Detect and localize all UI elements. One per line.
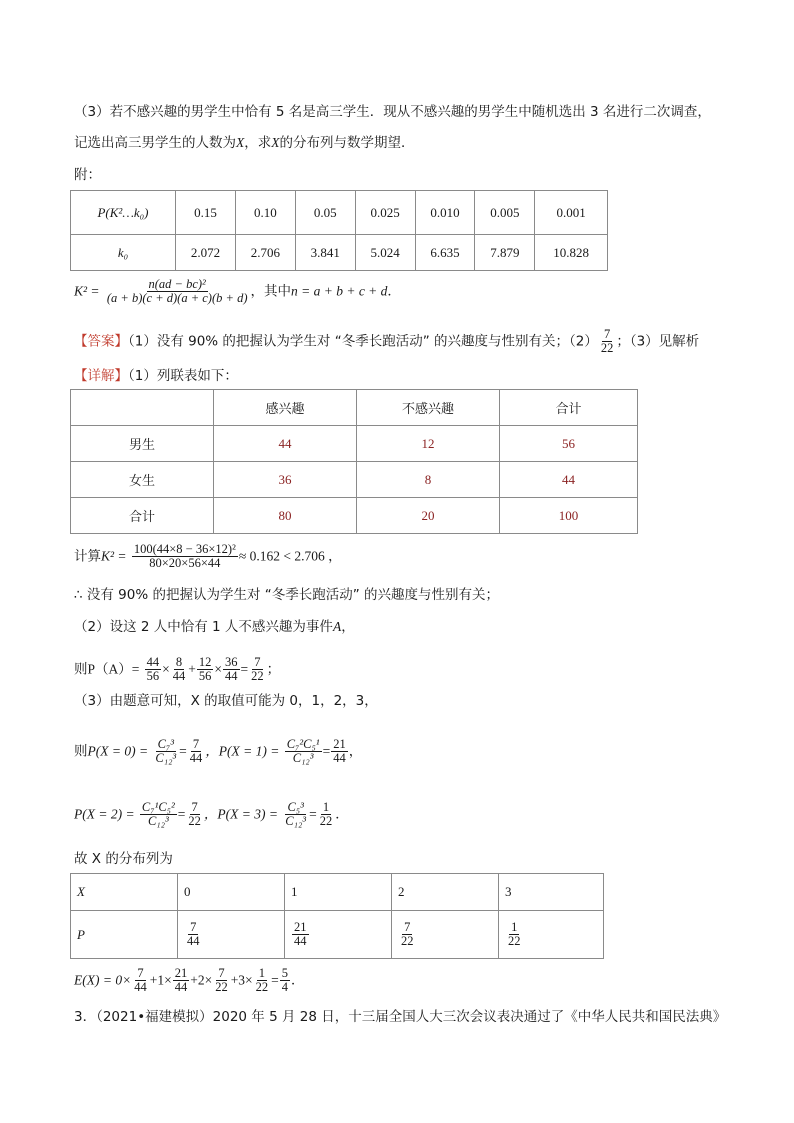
denominator: 22: [188, 814, 201, 828]
var-x: X: [236, 135, 245, 150]
fraction: [249, 656, 266, 683]
x-value: 0: [178, 874, 285, 911]
text: 的分布列与数学期望．: [279, 135, 415, 151]
critical-value-table: [70, 190, 608, 271]
contingency-table: [70, 389, 638, 534]
fraction: [145, 656, 162, 683]
conclusion-line: ∴ 没有 90% 的把握认为学生对 “冬季长跑活动” 的兴趣度与性别有关；: [74, 587, 500, 603]
numerator: C₇¹C₅²: [141, 800, 175, 814]
numerator: 12: [198, 655, 212, 669]
numerator: 7: [603, 327, 611, 341]
p-cell: 0.15: [176, 191, 236, 235]
fraction: [283, 801, 308, 828]
p-value: [178, 911, 285, 959]
p-cell: 0.05: [295, 191, 355, 235]
denominator: 22: [508, 934, 521, 948]
p-header: P(K²…k₀): [71, 191, 176, 235]
row-label: 女生: [71, 462, 214, 498]
k-lhs: K² =: [74, 283, 100, 299]
row-label: 合计: [71, 498, 214, 534]
data-cell: 12: [357, 426, 500, 462]
x-value: 2: [392, 874, 499, 911]
numerator: 7: [192, 737, 200, 751]
p-header: P: [71, 911, 178, 959]
p-cell: 0.001: [535, 191, 608, 235]
fraction: [285, 738, 322, 765]
text: ，: [348, 743, 363, 760]
numerator: 100(44×8 − 36×12)²: [133, 542, 236, 556]
distribution-table: [70, 873, 604, 959]
denominator: 4: [281, 980, 289, 994]
text: ，求: [244, 135, 272, 151]
text: ，: [341, 619, 355, 635]
corner-cell: [71, 390, 214, 426]
answer-fraction: [599, 328, 616, 355]
part-2-line: [74, 618, 355, 636]
times: ×: [214, 661, 223, 677]
fraction: [188, 738, 205, 765]
question-3-line-1: （3）若不感兴趣的男学生中恰有 5 名是高三学生．现从不感兴趣的男学生中随机选出 3 名进行二次调查，: [74, 104, 711, 120]
denominator: 44: [187, 934, 200, 948]
data-cell: 100: [500, 498, 638, 534]
fraction: [197, 656, 214, 683]
detail-tag: 【详解】: [74, 368, 128, 384]
k-cell: 6.635: [415, 235, 475, 271]
var-x: X: [271, 135, 280, 150]
calc-fraction: [132, 543, 238, 570]
p-cell: 0.10: [235, 191, 295, 235]
data-cell: 36: [214, 462, 357, 498]
denominator: 44: [172, 669, 186, 683]
text: 则: [74, 743, 88, 760]
fraction: [280, 967, 290, 994]
denominator: 22: [251, 669, 264, 683]
fraction: [173, 967, 190, 994]
text: ．: [291, 972, 305, 989]
data-cell: 56: [500, 426, 638, 462]
appendix-label: 附：: [74, 167, 101, 183]
detail-line: [74, 367, 238, 385]
text: 则: [74, 661, 88, 678]
k-lhs: K² =: [101, 548, 127, 564]
answer-tag: 【答案】: [74, 333, 128, 350]
denominator: C₁₂³: [147, 814, 169, 828]
text: ≈ 0.162 < 2.706 ，: [238, 548, 342, 564]
equals: =: [309, 806, 317, 822]
p-value: [499, 911, 604, 959]
op: +3×: [230, 972, 253, 988]
numerator: 7: [191, 800, 198, 814]
denominator: 80×20×56×44: [149, 556, 221, 570]
numerator: C₅³: [287, 800, 304, 814]
plus: +: [188, 661, 196, 677]
ex-lhs: E(X) = 0×: [74, 972, 132, 988]
next-question: 3．（2021•福建模拟）2020 年 5 月 28 日，十三届全国人大三次会议表决通过了《中华人民共和国民法典》: [74, 1009, 727, 1025]
n-def: n = a + b + c + d: [290, 283, 388, 299]
p-value: [392, 911, 499, 959]
numerator: C₇²C₅¹: [286, 737, 320, 751]
p-cell: 0.005: [475, 191, 535, 235]
numerator: n(ad − bc)²: [148, 277, 206, 291]
denominator: 44: [189, 751, 203, 765]
k-cell: 10.828: [535, 235, 608, 271]
px-line-2: [74, 801, 349, 828]
equals: =: [322, 743, 331, 759]
fraction: [171, 656, 188, 683]
op: +1×: [149, 972, 172, 988]
data-cell: 20: [357, 498, 500, 534]
denominator: C₁₂³: [285, 814, 307, 828]
answer-line: [74, 328, 699, 355]
k-cell: 2.706: [235, 235, 295, 271]
fraction: [254, 967, 271, 994]
numerator: 21: [294, 920, 307, 934]
denominator: 22: [255, 980, 269, 994]
header-cell: 感兴趣: [214, 390, 357, 426]
denominator: 22: [319, 814, 333, 828]
fraction: [132, 967, 149, 994]
numerator: 7: [254, 655, 261, 669]
numerator: 7: [404, 920, 411, 934]
text: ，其中: [250, 283, 291, 300]
numerator: 1: [258, 966, 266, 980]
distribution-intro: 故 X 的分布列为: [74, 851, 173, 867]
fraction: [153, 738, 178, 765]
numerator: 36: [225, 655, 238, 669]
fraction: [140, 801, 177, 828]
numerator: 7: [190, 920, 197, 934]
k-fraction: [105, 278, 250, 305]
text: 计算: [74, 548, 101, 565]
data-cell: 80: [214, 498, 357, 534]
numerator: 44: [146, 655, 160, 669]
p-value: [285, 911, 392, 959]
numerator: 1: [511, 920, 518, 934]
numerator: 7: [137, 966, 144, 980]
k-cell: 3.841: [295, 235, 355, 271]
denominator: 44: [225, 669, 238, 683]
row-label: 男生: [71, 426, 214, 462]
numerator: 1: [322, 800, 330, 814]
numerator: 7: [218, 966, 225, 980]
numerator: 8: [175, 655, 183, 669]
equals: =: [179, 743, 187, 759]
fraction: [186, 801, 203, 828]
text: ．: [335, 806, 349, 823]
p-cell: 0.025: [355, 191, 415, 235]
denominator: 44: [333, 751, 346, 765]
text: ；（3）见解析: [616, 333, 700, 350]
denominator: 22: [401, 934, 414, 948]
k-cell: 5.024: [355, 235, 415, 271]
px-line-1: [74, 738, 362, 765]
text: （2）设这 2 人中恰有 1 人不感兴趣为事件: [74, 619, 333, 635]
denominator: (a + b)(c + d)(a + c)(b + d): [106, 291, 248, 305]
denominator: 44: [294, 934, 307, 948]
numerator: C₇³: [157, 737, 174, 751]
k-calc: [74, 543, 342, 570]
part-2-calc: [74, 656, 280, 683]
text: 记选出高三男学生的人数为: [74, 135, 236, 151]
equals: =: [177, 806, 186, 822]
question-3-line-2: [74, 134, 415, 152]
k-cell: 7.879: [475, 235, 535, 271]
denominator: 22: [600, 341, 614, 355]
text: （1）没有 90% 的把握认为学生对 “冬季长跑活动” 的兴趣度与性别有关；（2）: [128, 333, 598, 350]
data-cell: 8: [357, 462, 500, 498]
numerator: 21: [174, 966, 188, 980]
fraction: [213, 967, 230, 994]
k-cell: 2.072: [176, 235, 236, 271]
expectation-line: [74, 967, 305, 994]
x-value: 1: [285, 874, 392, 911]
px0-lhs: P(X = 0) =: [87, 743, 149, 759]
op: =: [271, 972, 279, 988]
denominator: 56: [198, 669, 212, 683]
denominator: 56: [146, 669, 160, 683]
header-cell: 不感兴趣: [357, 390, 500, 426]
text: （1）列联表如下：: [128, 368, 238, 384]
x-header: X: [71, 874, 178, 911]
px1-lhs: ，P(X = 1) =: [205, 743, 280, 759]
op: +2×: [190, 972, 213, 988]
header-cell: 合计: [500, 390, 638, 426]
equals: =: [240, 661, 249, 677]
text: ．: [387, 283, 401, 300]
pa-lhs: P（A）=: [87, 661, 140, 677]
denominator: C₁₂³: [292, 751, 314, 765]
fraction: [331, 738, 348, 765]
x-value: 3: [499, 874, 604, 911]
denominator: C₁₂³: [155, 751, 177, 765]
fraction: [223, 656, 240, 683]
numerator: 5: [281, 966, 289, 980]
denominator: 22: [215, 980, 228, 994]
text: ；: [266, 661, 281, 678]
numerator: 21: [333, 737, 346, 751]
times: ×: [162, 661, 170, 677]
part-3-line: （3）由题意可知，X 的取值可能为 0，1，2，3，: [74, 693, 378, 709]
px3-lhs: ，P(X = 3) =: [203, 806, 278, 822]
denominator: 44: [134, 980, 147, 994]
fraction: [318, 801, 335, 828]
data-cell: 44: [500, 462, 638, 498]
data-cell: 44: [214, 426, 357, 462]
k-header: k₀: [71, 235, 176, 271]
p-cell: 0.010: [415, 191, 475, 235]
denominator: 44: [174, 980, 188, 994]
event-a: A: [332, 619, 342, 634]
k-formula: [74, 278, 401, 305]
px2-lhs: P(X = 2) =: [74, 806, 135, 822]
